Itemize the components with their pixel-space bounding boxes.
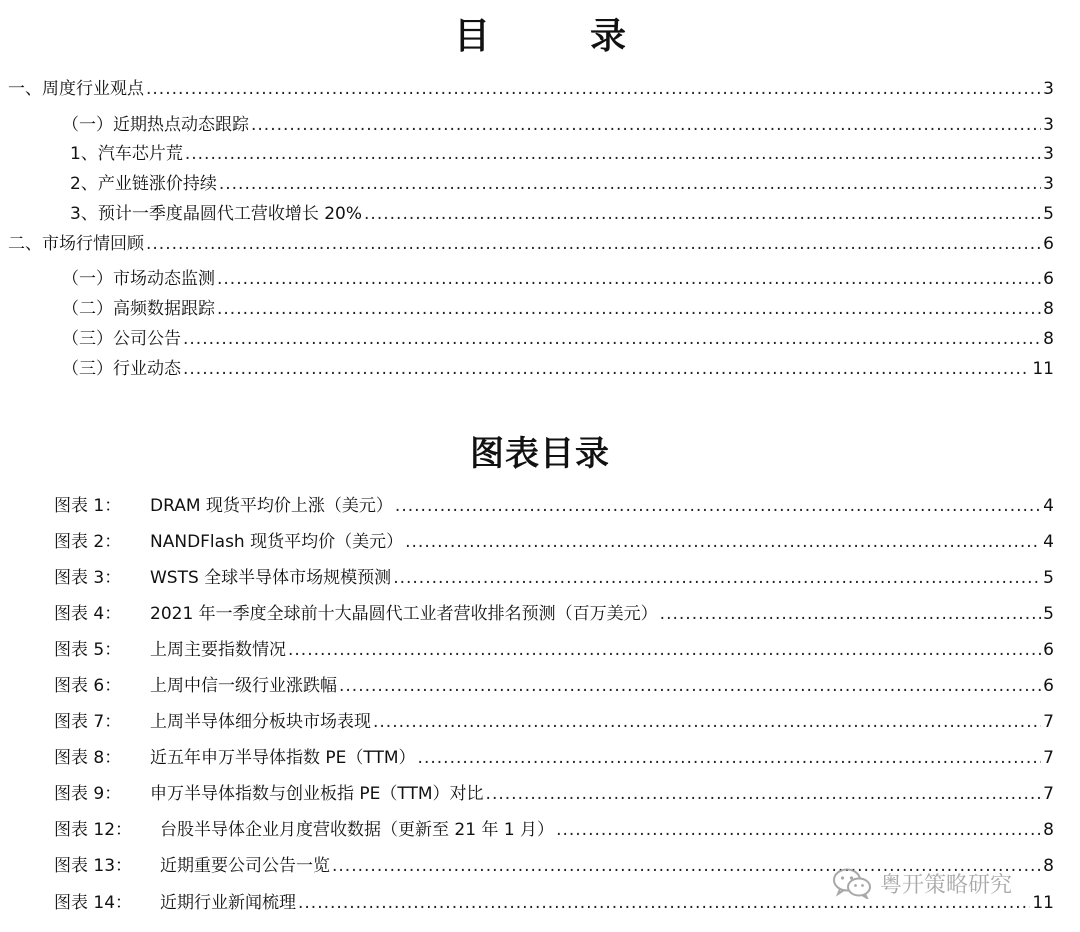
leader-dots — [393, 567, 1041, 589]
figure-page: 7 — [1043, 712, 1054, 732]
leader-dots — [183, 328, 1041, 350]
toc-entry[interactable] — [70, 203, 1054, 225]
leader-dots — [373, 711, 1041, 733]
figures-title: 图表目录 — [470, 434, 610, 474]
figure-label: DRAM 现货平均价上涨（美元） — [150, 496, 393, 516]
figure-label: NANDFlash 现货平均价（美元） — [150, 532, 404, 552]
toc-entry-page: 3 — [1043, 174, 1054, 194]
figure-page: 4 — [1043, 532, 1054, 552]
figure-entry[interactable] — [54, 747, 1054, 769]
toc-entry[interactable] — [70, 173, 1054, 195]
toc-entry-label: （三）行业动态 — [62, 359, 181, 379]
toc-entry-label: 1、汽车芯片荒 — [70, 144, 183, 164]
figure-entry[interactable] — [54, 639, 1054, 661]
figure-label: 近五年申万半导体指数 PE（TTM） — [150, 748, 416, 768]
figure-number: 图表 2： — [54, 532, 122, 552]
toc-entry-page: 8 — [1043, 329, 1054, 349]
leader-dots — [486, 783, 1042, 805]
figure-entry[interactable] — [54, 675, 1054, 697]
figure-page: 6 — [1043, 640, 1054, 660]
leader-dots — [395, 495, 1041, 517]
figure-label: 申万半导体指数与创业板指 PE（TTM）对比 — [150, 784, 484, 804]
figure-page: 11 — [1032, 893, 1054, 913]
figure-label: 2021 年一季度全球前十大晶圆代工业者营收排名预测（百万美元） — [150, 604, 658, 624]
figure-page: 8 — [1043, 820, 1054, 840]
leader-dots — [364, 203, 1041, 225]
figure-entry[interactable] — [54, 819, 1054, 841]
toc-entry-label: 2、产业链涨价持续 — [70, 174, 217, 194]
toc-entry[interactable] — [62, 358, 1054, 380]
toc-entry-label: （三）公司公告 — [62, 329, 181, 349]
figure-label: 上周中信一级行业涨跌幅 — [150, 676, 337, 696]
toc-entry-label: 一、周度行业观点 — [8, 79, 144, 99]
toc-entry-page: 6 — [1043, 234, 1054, 254]
watermark — [832, 866, 1012, 900]
figure-number: 图表 7： — [54, 712, 122, 732]
toc-title: 目 录 — [453, 16, 658, 57]
toc-entry[interactable] — [62, 298, 1054, 320]
leader-dots — [185, 143, 1041, 165]
figure-label: 上周半导体细分板块市场表现 — [150, 712, 371, 732]
toc-entry[interactable] — [62, 328, 1054, 350]
toc-entry-page: 11 — [1032, 359, 1054, 379]
toc-entry-label: 3、预计一季度晶圆代工营收增长 20% — [70, 204, 363, 224]
toc-entry-page: 3 — [1043, 79, 1054, 99]
toc-entry-page: 8 — [1043, 299, 1054, 319]
watermark-text: 粤开策略研究 — [880, 872, 1013, 898]
leader-dots — [418, 747, 1042, 769]
toc-entry-page: 5 — [1043, 204, 1054, 224]
figure-page: 5 — [1043, 568, 1054, 588]
wechat-icon — [832, 867, 872, 899]
leader-dots — [217, 298, 1041, 320]
toc-entry-label: 二、市场行情回顾 — [8, 234, 144, 254]
toc-entry-label: （一）市场动态监测 — [62, 269, 215, 289]
figure-label: 台股半导体企业月度营收数据（更新至 21 年 1 月） — [160, 820, 555, 840]
leader-dots — [556, 819, 1041, 841]
toc-entry-label: （一）近期热点动态跟踪 — [62, 115, 249, 135]
leader-dots — [146, 233, 1041, 255]
toc-entry[interactable] — [8, 78, 1054, 100]
figure-page: 7 — [1043, 748, 1054, 768]
leader-dots — [219, 173, 1041, 195]
figure-entry[interactable] — [54, 567, 1054, 589]
figure-entry[interactable] — [54, 495, 1054, 517]
toc-entry[interactable] — [62, 114, 1054, 136]
leader-dots — [251, 114, 1041, 136]
figure-entry[interactable] — [54, 711, 1054, 733]
figure-number: 图表 1： — [54, 496, 122, 516]
toc-entry-page: 3 — [1043, 115, 1054, 135]
figure-number: 图表 12： — [54, 820, 133, 840]
figure-entry[interactable] — [54, 783, 1054, 805]
figure-number: 图表 4： — [54, 604, 122, 624]
figure-entry[interactable] — [54, 531, 1054, 553]
toc-entry-label: （二）高频数据跟踪 — [62, 299, 215, 319]
figure-number: 图表 13： — [54, 856, 133, 876]
figure-number: 图表 3： — [54, 568, 122, 588]
leader-dots — [660, 603, 1042, 625]
figure-number: 图表 14： — [54, 893, 133, 913]
figure-label: 上周主要指数情况 — [150, 640, 286, 660]
figure-number: 图表 6： — [54, 676, 122, 696]
toc-entry-page: 3 — [1043, 144, 1054, 164]
figure-label: 近期重要公司公告一览 — [160, 856, 330, 876]
leader-dots — [146, 78, 1041, 100]
toc-entry[interactable] — [8, 233, 1054, 255]
leader-dots — [339, 675, 1041, 697]
figure-number: 图表 9： — [54, 784, 122, 804]
leader-dots — [183, 358, 1030, 380]
figure-number: 图表 5： — [54, 640, 122, 660]
figure-number: 图表 8： — [54, 748, 122, 768]
toc-entry-page: 6 — [1043, 269, 1054, 289]
figure-page: 7 — [1043, 784, 1054, 804]
figure-label: 近期行业新闻梳理 — [160, 893, 296, 913]
figure-entry[interactable] — [54, 603, 1054, 625]
toc-entry[interactable] — [70, 143, 1054, 165]
figure-label: WSTS 全球半导体市场规模预测 — [150, 568, 392, 588]
leader-dots — [405, 531, 1041, 553]
toc-entry[interactable] — [62, 268, 1054, 290]
figure-page: 5 — [1043, 604, 1054, 624]
figure-page: 8 — [1043, 856, 1054, 876]
leader-dots — [288, 639, 1041, 661]
figure-page: 4 — [1043, 496, 1054, 516]
leader-dots — [217, 268, 1041, 290]
figure-page: 6 — [1043, 676, 1054, 696]
